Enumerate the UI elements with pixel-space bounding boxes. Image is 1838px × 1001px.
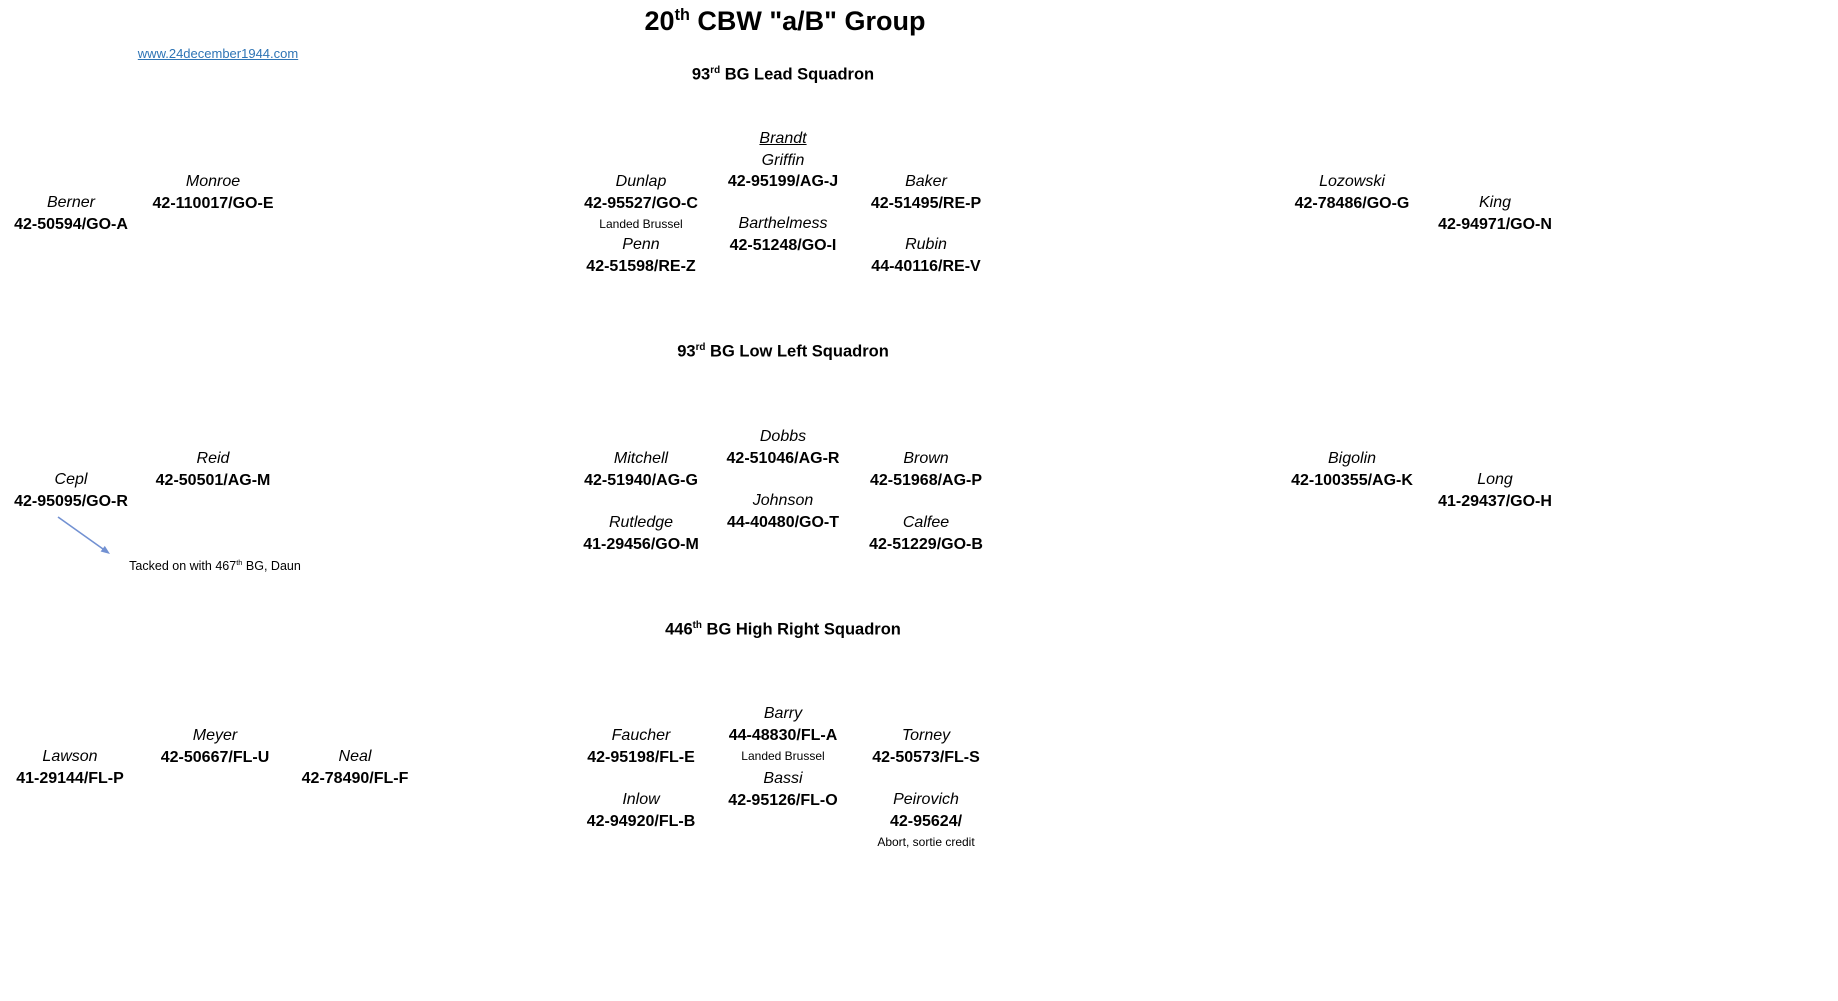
aircraft-serial: 42-51940/AG-G bbox=[584, 471, 698, 489]
aircraft-barry bbox=[729, 703, 838, 767]
tacked-on-note bbox=[129, 558, 301, 573]
aircraft-note: Landed Brussel bbox=[741, 749, 825, 763]
pilot-name: Griffin bbox=[761, 151, 805, 169]
pilot-name: Reid bbox=[196, 450, 230, 467]
squadron-ordinal-suffix: th bbox=[692, 620, 702, 631]
title-number: 20 bbox=[644, 6, 675, 36]
aircraft-bigolin bbox=[1291, 448, 1413, 491]
aircraft-serial: 42-51229/GO-B bbox=[869, 535, 983, 553]
pilot-name: Bassi bbox=[763, 770, 803, 787]
aircraft-serial: 42-78486/GO-G bbox=[1294, 194, 1410, 212]
aircraft-serial: 42-50667/FL-U bbox=[160, 748, 270, 766]
page-title bbox=[645, 6, 926, 37]
website-link[interactable]: www.24december1944.com bbox=[137, 46, 299, 61]
squadron-heading-low-left bbox=[677, 342, 889, 362]
aircraft-serial: 42-51046/AG-R bbox=[726, 449, 840, 467]
pilot-name: Neal bbox=[338, 748, 372, 765]
pilot-name: Faucher bbox=[611, 727, 671, 744]
aircraft-monroe bbox=[153, 171, 274, 214]
pilot-name: Brown bbox=[903, 450, 949, 467]
aircraft-barthelmess bbox=[730, 213, 837, 256]
aircraft-dunlap bbox=[584, 171, 698, 235]
pilot-name: Mitchell bbox=[613, 450, 669, 467]
pilot-name: Dunlap bbox=[615, 173, 667, 190]
aircraft-serial: 42-100355/AG-K bbox=[1291, 471, 1413, 489]
pilot-name: Dobbs bbox=[759, 428, 807, 445]
aircraft-neal bbox=[302, 746, 409, 789]
pilot-name: Baker bbox=[905, 173, 947, 190]
aircraft-serial: 41-29144/FL-P bbox=[16, 769, 124, 787]
aircraft-serial: 42-95527/GO-C bbox=[584, 194, 698, 212]
aircraft-calfee bbox=[869, 512, 983, 555]
aircraft-torney bbox=[872, 725, 980, 768]
aircraft-faucher bbox=[587, 725, 695, 768]
aircraft-serial: 42-110017/GO-E bbox=[152, 194, 274, 212]
aircraft-inlow bbox=[587, 789, 696, 832]
pilot-name: Monroe bbox=[185, 173, 241, 190]
tacked-note-ordinal: th bbox=[236, 558, 243, 567]
pilot-name: Berner bbox=[46, 194, 96, 211]
pilot-name: Rubin bbox=[905, 236, 947, 253]
aircraft-lawson bbox=[16, 746, 124, 789]
pilot-name: Cepl bbox=[54, 471, 88, 488]
aircraft-serial: 41-29437/GO-H bbox=[1438, 492, 1552, 510]
tacked-note-post: BG, Daun bbox=[242, 559, 301, 574]
pilot-name: Calfee bbox=[902, 514, 950, 531]
squadron-heading-lead bbox=[692, 65, 874, 85]
squadron-number: 93 bbox=[677, 342, 696, 361]
aircraft-king bbox=[1438, 192, 1552, 235]
aircraft-serial: 44-40116/RE-V bbox=[871, 257, 981, 275]
squadron-number: 93 bbox=[691, 65, 711, 84]
aircraft-serial: 41-29456/GO-M bbox=[583, 535, 699, 553]
aircraft-serial: 44-48830/FL-A bbox=[728, 726, 838, 744]
squadron-ordinal-suffix: rd bbox=[710, 65, 721, 76]
aircraft-serial: 42-51598/RE-Z bbox=[586, 257, 696, 275]
aircraft-serial: 44-40480/GO-T bbox=[726, 513, 840, 531]
aircraft-rubin bbox=[871, 234, 980, 277]
pilot-name: Long bbox=[1477, 471, 1513, 488]
aircraft-serial: 42-94971/GO-N bbox=[1438, 215, 1552, 233]
pilot-name: Barthelmess bbox=[738, 215, 828, 232]
aircraft-peirovich bbox=[877, 789, 974, 853]
aircraft-dobbs bbox=[727, 426, 840, 469]
aircraft-serial: 42-95624/ bbox=[889, 812, 963, 830]
aircraft-meyer bbox=[161, 725, 270, 768]
aircraft-rutledge bbox=[583, 512, 699, 555]
aircraft-penn bbox=[586, 234, 695, 277]
aircraft-bassi bbox=[728, 768, 837, 811]
aircraft-serial: 42-51495/RE-P bbox=[870, 194, 982, 212]
aircraft-serial: 42-78490/FL-F bbox=[301, 769, 409, 787]
pilot-name: Meyer bbox=[192, 727, 238, 744]
aircraft-serial: 42-95095/GO-R bbox=[14, 492, 128, 510]
aircraft-serial: 42-51248/GO-I bbox=[729, 236, 837, 254]
aircraft-baker bbox=[871, 171, 981, 214]
aircraft-serial: 42-50501/AG-M bbox=[155, 471, 271, 489]
pilot-name: Brandt bbox=[759, 130, 807, 147]
aircraft-serial: 42-95198/FL-E bbox=[587, 748, 695, 766]
aircraft-serial: 42-51968/AG-P bbox=[869, 471, 983, 489]
aircraft-reid bbox=[156, 448, 271, 491]
squadron-heading-text: BG Lead Squadron bbox=[720, 65, 875, 84]
squadron-heading-text: BG High Right Squadron bbox=[701, 620, 901, 639]
aircraft-cepl bbox=[14, 469, 128, 512]
aircraft-brandt bbox=[728, 128, 838, 193]
squadron-heading-high-right bbox=[665, 620, 901, 640]
aircraft-berner bbox=[14, 192, 128, 235]
pilot-name: King bbox=[1478, 194, 1512, 211]
aircraft-johnson bbox=[727, 490, 839, 533]
aircraft-serial: 42-50573/FL-S bbox=[872, 748, 980, 766]
pilot-name: Barry bbox=[763, 705, 803, 722]
pilot-name: Penn bbox=[622, 236, 660, 253]
pilot-name: Rutledge bbox=[608, 514, 674, 531]
aircraft-note: Landed Brussel bbox=[599, 217, 683, 231]
title-ordinal-suffix: th bbox=[674, 6, 690, 24]
squadron-heading-text: BG Low Left Squadron bbox=[705, 342, 889, 361]
aircraft-serial: 42-50594/GO-A bbox=[14, 215, 128, 233]
aircraft-lozowski bbox=[1295, 171, 1410, 214]
tacked-note-pre: Tacked on with 467 bbox=[129, 559, 237, 574]
aircraft-brown bbox=[870, 448, 982, 491]
aircraft-note: Abort, sortie credit bbox=[877, 835, 975, 849]
aircraft-serial: 42-95126/FL-O bbox=[728, 791, 838, 809]
aircraft-long bbox=[1438, 469, 1552, 512]
pilot-name: Peirovich bbox=[893, 791, 959, 808]
pilot-name: Lawson bbox=[42, 748, 98, 765]
aircraft-mitchell bbox=[584, 448, 698, 491]
squadron-number: 446 bbox=[665, 620, 693, 639]
pilot-name: Inlow bbox=[622, 791, 660, 808]
tacked-on-arrow-icon bbox=[52, 512, 122, 564]
aircraft-serial: 42-95199/AG-J bbox=[727, 173, 839, 190]
pilot-name: Lozowski bbox=[1319, 173, 1385, 190]
pilot-name: Bigolin bbox=[1327, 450, 1377, 467]
title-text: CBW "a/B" Group bbox=[689, 6, 926, 36]
pilot-name: Torney bbox=[901, 727, 951, 744]
aircraft-serial: 42-94920/FL-B bbox=[586, 812, 696, 830]
pilot-name: Johnson bbox=[752, 492, 814, 509]
squadron-ordinal-suffix: rd bbox=[695, 342, 706, 353]
